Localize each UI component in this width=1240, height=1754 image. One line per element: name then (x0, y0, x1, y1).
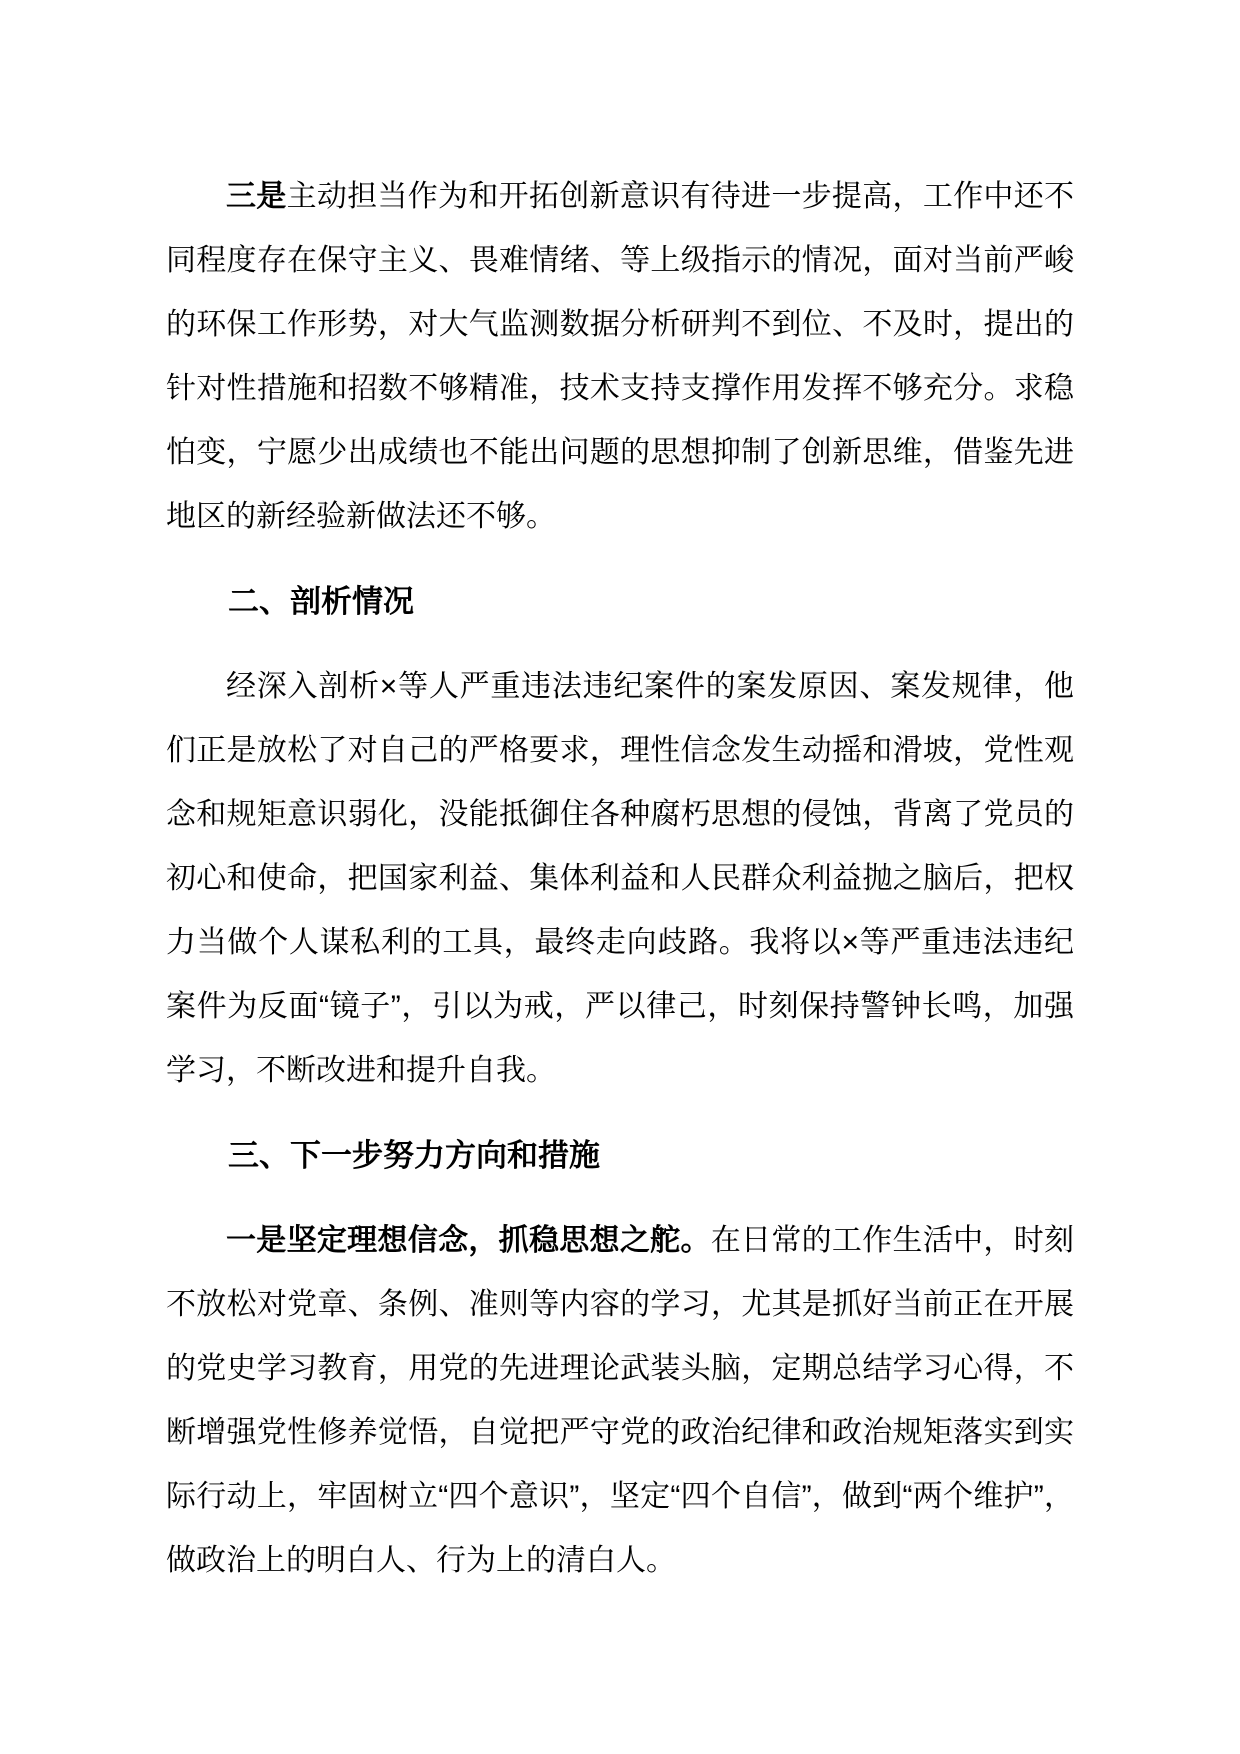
paragraph-measure-1-text: 在日常的工作生活中，时刻不放松对党章、条例、准则等内容的学习，尤其是抓好当前正在开展的党史学习教育，用党的先进理论武装头脑，定期总结学习心得，不断增强党性修养觉悟，自觉把严守党的政治纪律和政治规矩落实到实际行动上，牢固树立“四个意识”，坚定“四个自信”，做到“两个维护”，做政治上的明白人、行为上的清白人。 (166, 1224, 1075, 1577)
paragraph-analysis-text: 经深入剖析×等人严重违法违纪案件的案发原因、案发规律，他们正是放松了对自己的严格要求，理性信念发生动摇和滑坡，党性观念和规矩意识弱化，没能抵御住各种腐朽思想的侵蚀，背离了党员的初心和使命，把国家利益、集体利益和人民群众利益抛之脑后，把权力当做个人谋私利的工具，最终走向歧路。我将以×等严重违法违纪案件为反面“镜子”，引以为戒，严以律己，时刻保持警钟长鸣，加强学习，不断改进和提升自我。 (166, 670, 1074, 1087)
section-heading-next-steps: 三、下一步努力方向和措施 (228, 1138, 600, 1173)
paragraph-shortcoming-3-text: 主动担当作为和开拓创新意识有待进一步提高，工作中还不同程度存在保守主义、畏难情绪、等上级指示的情况，面对当前严峻的环保工作形势，对大气监测数据分析研判不到位、不及时，提出的针对性措施和招数不够精准，技术支持支撑作用发挥不够充分。求稳怕变，宁愿少出成绩也不能出问题的思想抑制了创新思维，借鉴先进地区的新经验新做法还不够。 (166, 180, 1075, 533)
paragraph-shortcoming-3-lead: 三是 (226, 180, 287, 213)
paragraph-measure-1 (166, 1209, 1074, 1593)
paragraph-measure-1-lead: 一是坚定理想信念，抓稳思想之舵。 (226, 1224, 711, 1257)
paragraph-shortcoming-3 (166, 165, 1074, 549)
paragraph-analysis (166, 655, 1074, 1103)
section-heading-analysis: 二、剖析情况 (228, 584, 414, 619)
